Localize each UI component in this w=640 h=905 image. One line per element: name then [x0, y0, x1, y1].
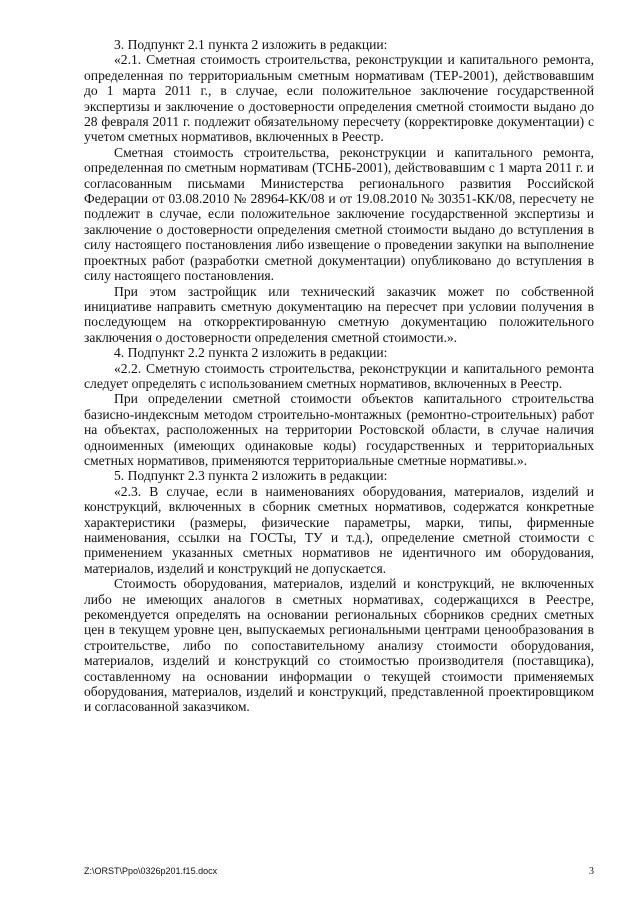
document-body	[84, 37, 594, 715]
paragraph-2-3-second: Стоимость оборудования, материалов, изделий и конструкций, не включенных либо не имеющих аналогов в сметных нормативах, содержащихся в Реестре, рекомендуется определять на основании региональных сборников средних сметных цен в текущем уровне цен, выпускаемых региональными центрами ценообразования в строительстве, либо по сопоставительному анализу стоимости оборудования, материалов, изделий и конструкций со стоимостью производителя (поставщика), составленному на основании информации о текущей стоимости применяемых оборудования, материалов, изделий и конструкций, представленной проектировщиком и согласованной заказчиком.	[84, 576, 594, 715]
paragraph-item-4-heading: 4. Подпункт 2.2 пункта 2 изложить в редакции:	[114, 345, 388, 361]
paragraph-item-3-heading: 3. Подпункт 2.1 пункта 2 изложить в редакции:	[114, 37, 388, 52]
paragraph-2-1-third: При этом застройщик или технический заказчик может по собственной инициативе направить сметную документацию на пересчет при условии получения в последующем на откорректированную сметную документацию положительного заключения о достоверности определения сметной стоимости.».	[84, 283, 594, 345]
footer-file-path: Z:\ORST\Ppo\0326p201.f15.docx	[84, 866, 218, 876]
paragraph-2-2-first: «2.2. Сметную стоимость строительства, реконструкции и капитального ремонта следует определять с использованием сметных нормативов, включенных в Реестр.	[84, 360, 594, 391]
paragraph-item-5-heading: 5. Подпункт 2.3 пункта 2 изложить в редакции:	[114, 468, 388, 484]
paragraph-2-1-second: Сметная стоимость строительства, реконструкции и капитального ремонта, определенная по сметным нормативам (ТСНБ-2001), действовавшим с 1 марта 2011 г. и согласованным письмами Министерства регионального развития Российской Федерации от 03.08.2010 № 28964-КК/08 и от 19.08.2010 № 30351-КК/08, пересчету не подлежит в случае, если положительное заключение государственной экспертизы и заключение о достоверности определения сметной стоимости выдано до вступления в силу настоящего постановления либо извещение о проведении закупки на выполнение проектных работ (разработки сметной документации) опубликовано до вступления в силу настоящего постановления.	[84, 144, 594, 284]
page-number: 3	[589, 866, 594, 877]
paragraph-2-1-first: «2.1. Сметная стоимость строительства, реконструкции и капитального ремонта, определенная по территориальным сметным нормативам (ТЕР-2001), действовавшим до 1 марта 2011 г., в случае, если положительное заключение государственной экспертизы и заключение о достоверности определения сметной стоимости выдано до 28 февраля 2011 г. подлежит обязательному пересчету (корректировке документации) с учетом сметных нормативов, включенных в Реестр.	[84, 52, 594, 145]
paragraph-2-3-first: «2.3. В случае, если в наименованиях оборудования, материалов, изделий и конструкций, включенных в сборник сметных нормативов, содержатся конкретные характеристики (размеры, физические параметры, марки, типы, фирменные наименования, ссылки на ГОСТы, ТУ и т.д.), определение сметной стоимости с применением указанных сметных нормативов не идентичного им оборудования, материалов, изделий и конструкций не допускается.	[84, 483, 594, 576]
paragraph-2-2-second: При определении сметной стоимости объектов капитального строительства базисно-индексным методом строительно-монтажных (ремонтно-строительных) работ на объектах, расположенных на территории Ростовской области, в случае наличия одноименных (имеющих одинаковые коды) государственных и территориальных сметных нормативов, применяются территориальные сметные нормативы.».	[84, 391, 594, 468]
